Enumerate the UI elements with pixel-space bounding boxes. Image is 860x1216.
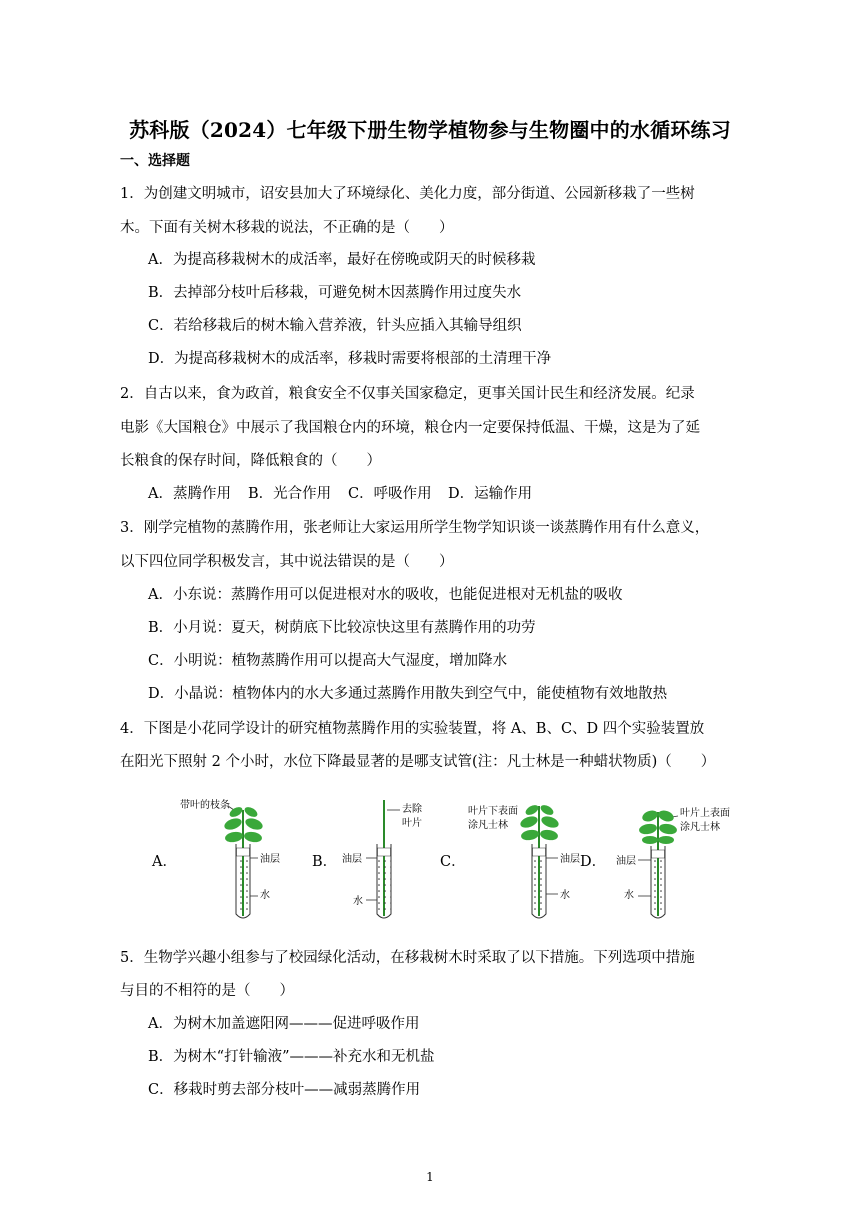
fig-letter-d: D． bbox=[580, 854, 607, 870]
fig-b-label-oil: 油层 bbox=[342, 854, 362, 865]
q4-experiment-figure bbox=[148, 798, 748, 922]
q2-option-c: C．呼吸作用 bbox=[348, 486, 432, 502]
q3-stem-line1: 3．刚学完植物的蒸腾作用，张老师让大家运用所学生物学知识谈一谈蒸腾作用有什么意义， bbox=[120, 520, 710, 536]
q1-option-d: D．为提高移栽树木的成活率，移栽时需要将根部的土清理干净 bbox=[148, 351, 552, 367]
q3-option-b: B．小月说：夏天，树荫底下比较凉快这里有蒸腾作用的功劳 bbox=[148, 620, 536, 636]
q4-stem-line2: 在阳光下照射 2 个小时，水位下降最显著的是哪支试管(注：凡士林是一种蜡状物质)（ ） bbox=[120, 754, 716, 770]
q5-stem-line1: 5．生物学兴趣小组参与了校园绿化活动，在移栽树木时采取了以下措施。下列选项中措施 bbox=[120, 950, 695, 966]
page-number: 1 bbox=[426, 1170, 434, 1184]
q5-option-c: C．移栽时剪去部分枝叶——减弱蒸腾作用 bbox=[148, 1082, 421, 1098]
q3-option-c: C．小明说：植物蒸腾作用可以提高大气湿度，增加降水 bbox=[148, 653, 508, 669]
q3-option-d: D．小晶说：植物体内的水大多通过蒸腾作用散失到空气中，能使植物有效地散热 bbox=[148, 686, 668, 702]
q5-stem-line2: 与目的不相符的是（ ） bbox=[120, 983, 294, 999]
fig-b-label-top2: 叶片 bbox=[402, 818, 422, 829]
fig-letter-b: B． bbox=[312, 854, 338, 870]
fig-a-label-water: 水 bbox=[260, 890, 270, 901]
q1-stem-line1: 1．为创建文明城市，诏安县加大了环境绿化、美化力度，部分街道、公园新移栽了一些树 bbox=[120, 186, 695, 202]
tube-b bbox=[366, 800, 400, 918]
section-heading: 一、选择题 bbox=[120, 153, 190, 169]
fig-a-label-branch: 带叶的枝条 bbox=[180, 800, 230, 811]
q2-option-b: B．光合作用 bbox=[248, 486, 332, 502]
fig-d-label-water: 水 bbox=[624, 890, 634, 901]
q2-stem-line1: 2．自古以来，食为政首，粮食安全不仅事关国家稳定，更事关国计民生和经济发展。纪录 bbox=[120, 386, 695, 402]
q1-stem-line2: 木。下面有关树木移栽的说法，不正确的是（ ） bbox=[120, 220, 454, 236]
fig-b-label-top1: 去除 bbox=[402, 804, 422, 815]
tube-c bbox=[519, 803, 560, 918]
fig-c-label-top1: 叶片下表面 bbox=[468, 806, 518, 817]
fig-d-label-oil: 油层 bbox=[616, 856, 636, 867]
q5-option-b: B．为树木“打针输液”———补充水和无机盐 bbox=[148, 1049, 435, 1065]
fig-letter-c: C． bbox=[440, 854, 466, 870]
q3-option-a: A．小东说：蒸腾作用可以促进根对水的吸收，也能促进根对无机盐的吸收 bbox=[148, 587, 623, 603]
fig-c-label-water: 水 bbox=[560, 890, 570, 901]
fig-c-label-oil: 油层 bbox=[560, 854, 580, 865]
fig-d-label-top1: 叶片上表面 bbox=[680, 808, 730, 819]
q2-options bbox=[148, 484, 532, 504]
q1-option-b: B．去掉部分枝叶后移栽，可避免树木因蒸腾作用过度失水 bbox=[148, 285, 522, 301]
fig-letter-a: A． bbox=[152, 854, 177, 870]
fig-b-label-water: 水 bbox=[353, 896, 363, 907]
fig-a-label-oil: 油层 bbox=[260, 854, 280, 865]
q5-option-a: A．为树木加盖遮阳网———促进呼吸作用 bbox=[148, 1016, 420, 1032]
q4-stem-line1: 4．下图是小花同学设计的研究植物蒸腾作用的实验装置，将 A、B、C、D 四个实验装置放 bbox=[120, 721, 705, 737]
q2-option-a: A．蒸腾作用 bbox=[148, 486, 231, 502]
q2-stem-line3: 长粮食的保存时间，降低粮食的（ ） bbox=[120, 453, 381, 469]
tube-d bbox=[638, 809, 678, 918]
q1-option-c: C．若给移栽后的树木输入营养液，针头应插入其输导组织 bbox=[148, 318, 522, 334]
q2-stem-line2: 电影《大国粮仓》中展示了我国粮仓内的环境，粮仓内一定要保持低温、干燥，这是为了延 bbox=[120, 420, 700, 436]
q2-option-d: D．运输作用 bbox=[448, 486, 533, 502]
experiment-diagram bbox=[148, 798, 748, 922]
q1-option-a: A．为提高移栽树木的成活率，最好在傍晚或阴天的时候移栽 bbox=[148, 252, 536, 268]
page-title: 苏科版（2024）七年级下册生物学植物参与生物圈中的水循环练习 bbox=[129, 118, 731, 142]
q3-stem-line2: 以下四位同学积极发言，其中说法错误的是（ ） bbox=[120, 554, 454, 570]
fig-c-label-top2: 涂凡士林 bbox=[468, 820, 508, 831]
fig-d-label-top2: 涂凡士林 bbox=[680, 822, 720, 833]
tube-a bbox=[223, 805, 264, 918]
